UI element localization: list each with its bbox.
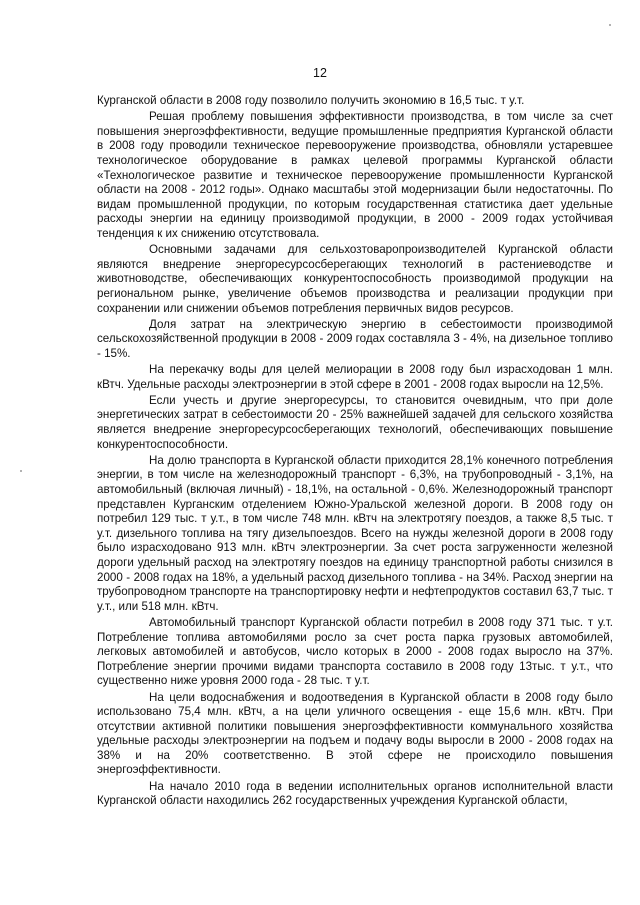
paragraph-5: На перекачку воды для целей мелиорации в 2008 году был израсходован 1 млн. кВтч. Удельные расходы электроэнергии в этой сфере в 2001 - 2008 годах выросли на 12,5%.: [97, 363, 613, 391]
paragraph-1: Курганской области в 2008 году позволило получить экономию в 16,5 тыс. т у.т.: [97, 94, 525, 107]
body-text: [97, 94, 613, 810]
paragraph-2: Решая проблему повышения эффективности производства, в том числе за счет повышения энергоэффективности, ведущие промышленные предприятия Курганской области в 2008 году проводили техническое перевооружение производства, обновляли устаревшее технологическое оборудование в рамках целевой программы Курганской области «Технологическое развитие и техническое перевооружение промышленности Курганской области на 2008 - 2012 годы». Однако масштабы этой модернизации были недостаточны. По видам промышленной продукции, по которым государственная статистика дает удельные расходы энергии на единицу производимой продукции, в 2000 - 2009 годах устойчивая тенденция к их снижению отсутствовала.: [97, 110, 613, 240]
page-number: 12: [313, 66, 327, 80]
paragraph-10: На начало 2010 года в ведении исполнительных органов исполнительной власти Курганской области находились 262 государственных учреждения Курганской области,: [97, 779, 613, 808]
paragraph-9: На цели водоснабжения и водоотведения в Курганской области в 2008 году было использовано 75,4 млн. кВтч, а на цели уличного освещения - еще 15,6 млн. кВтч. При отсутствии активной политики повышения энергоэффективности коммунального хозяйства удельные расходы электроэнергии на подъем и подачу воды выросли в 2000 - 2008 годах на 38% и на 20% соответственно. В этой сфере не происходило повышения энергоэффективности.: [97, 690, 613, 777]
paragraph-6: Если учесть и другие энергоресурсы, то становится очевидным, что при доле энергетических затрат в себестоимости 20 - 25% важнейшей задачей для сельского хозяйства является внедрение энергоресурсосберегающих технологий, обеспечивающих повышение конкурентоспособности.: [97, 393, 613, 451]
paragraph-7: На долю транспорта в Курганской области приходится 28,1% конечного потребления энергии, в том числе на железнодорожный транспорт - 6,3%, на трубопроводный - 3,1%, на автомобильный (включая личный) - 18,1%, на остальной - 0,6%. Железнодорожный транспорт представлен Курганским отделением Южно-Уральской железной дороги. В 2008 году он потребил 129 тыс. т у.т., в том числе 748 млн. кВтч на электротягу поездов, а также 8,5 тыс. т у.т. дизельного топлива на тягу дизельпоездов. Всего на нужды железной дороги в 2008 году было израсходовано 913 млн. кВтч электроэнергии. За счет роста загруженности железной дороги удельный расход на электротягу поездов на единицу транспортной работы снизился в 2000 - 2008 годах на 18%, а удельный расход дизельного топлива - на 34%. Расход энергии на трубопроводном транспорте на транспортировку нефти и нефтепродуктов составил 63,7 тыс. т у.т., или 518 млн. кВтч.: [97, 453, 613, 613]
scan-speck-top-right: [609, 24, 611, 26]
paragraph-3: Основными задачами для сельхозтоваропроизводителей Курганской области являются внедрение энергоресурсосберегающих технологий в растениеводстве и животноводстве, обеспечивающих конкурентоспособность производимой продукции на региональном рынке, увеличение объемов производства и реализации продукции при сохранении или снижении объемов потребления первичных видов ресурсов.: [97, 243, 613, 315]
scan-speck-left: [20, 470, 22, 472]
paragraph-8: Автомобильный транспорт Курганской области потребил в 2008 году 371 тыс. т у.т. Потребление топлива автомобилями росло за счет роста парка грузовых автомобилей, легковых автомобилей и автобусов, число которых в 2000 - 2008 годах выросло на 37%. Потребление энергии прочими видами транспорта составило в 2008 году 13тыс. т у.т., что существенно ниже уровня 2000 года - 28 тыс. т у.т.: [97, 615, 613, 688]
paragraph-4: Доля затрат на электрическую энергию в себестоимости производимой сельскохозяйственной продукции в 2008 - 2009 годах составляла 3 - 4%, на дизельное топливо - 15%.: [97, 317, 613, 360]
